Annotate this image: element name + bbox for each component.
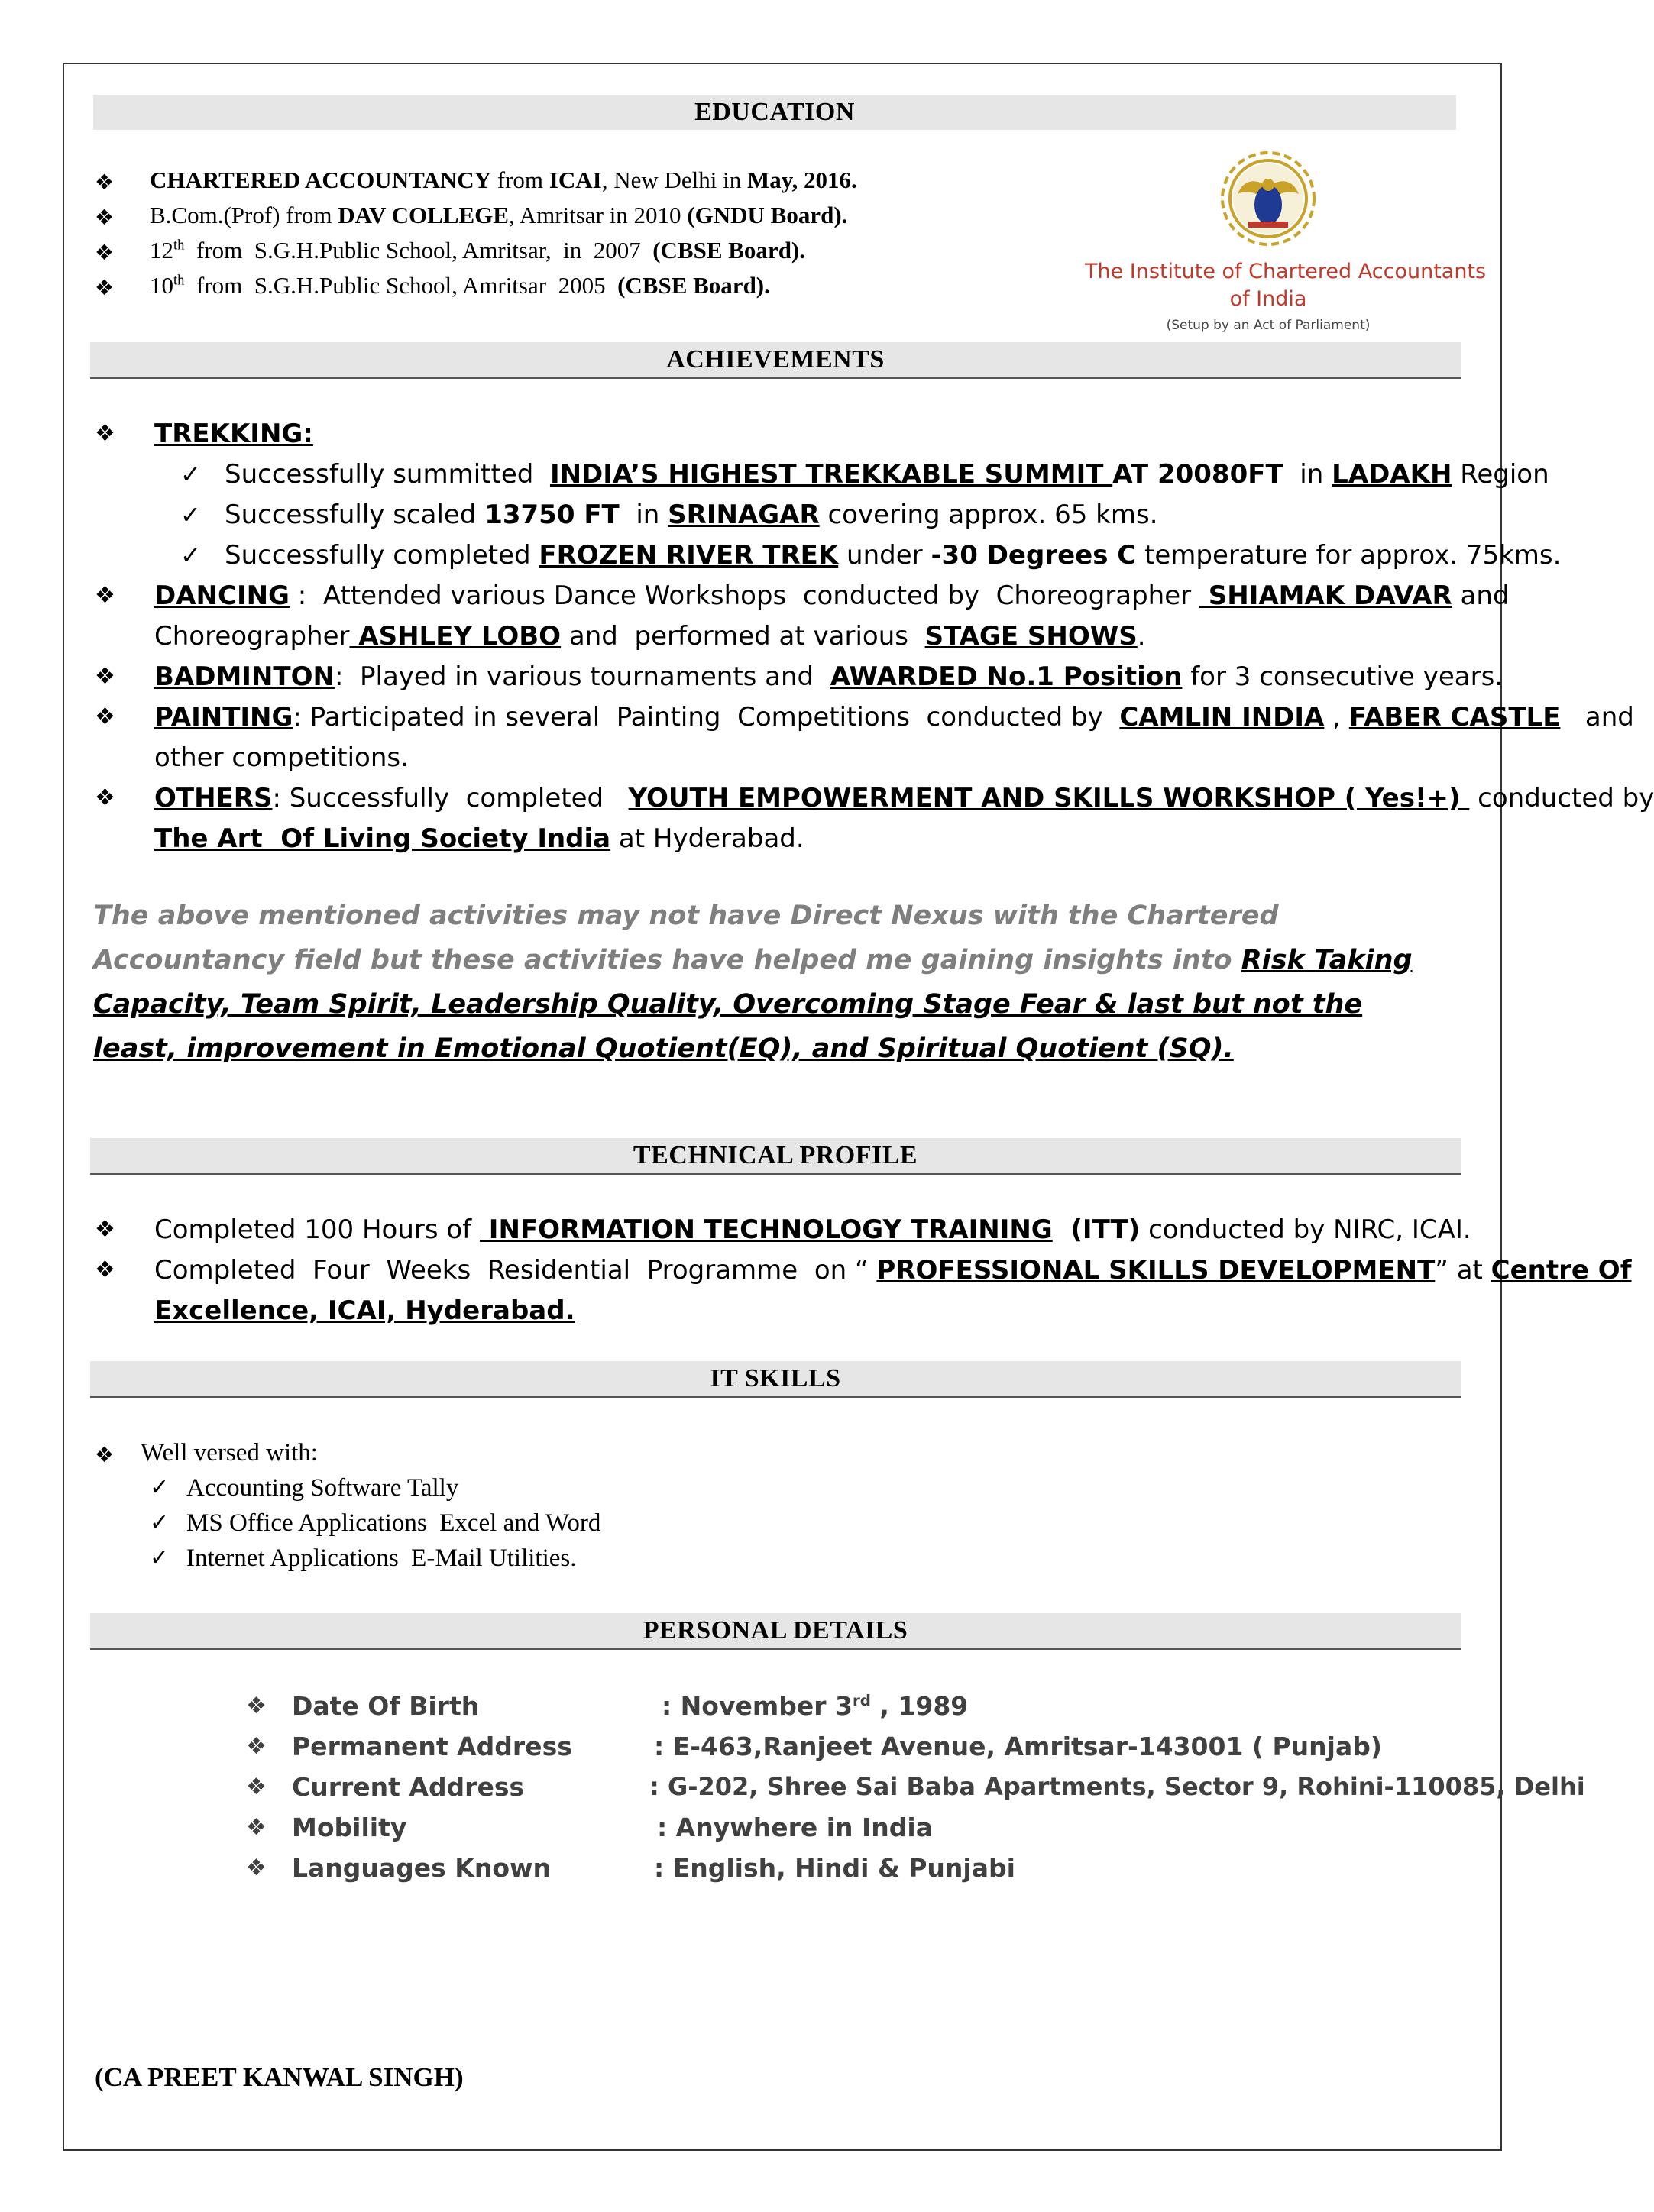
diamond-bullet-icon: ❖ (246, 1814, 267, 1841)
diamond-bullet-icon: ❖ (95, 205, 115, 230)
icai-logo (1085, 145, 1487, 336)
achievement-dancing: DANCING : Attended various Dance Workshops conducted by Choreographer SHIAMAK DAVAR and (154, 580, 1510, 611)
diamond-bullet-icon: ❖ (246, 1733, 267, 1760)
section-header-it-skills: IT SKILLS (90, 1361, 1461, 1398)
section-title: EDUCATION (694, 98, 855, 126)
section-header-education (93, 95, 1456, 130)
achievement-others: OTHERS: Successfully completed YOUTH EMPOWERMENT AND SKILLS WORKSHOP ( Yes!+) conducted by (154, 783, 1654, 813)
diamond-bullet-icon: ❖ (95, 582, 115, 609)
diamond-bullet-icon: ❖ (95, 275, 115, 300)
achievement-painting-line2: other competitions. (154, 742, 409, 773)
diamond-bullet-icon: ❖ (95, 420, 115, 447)
current-address-label: Current Address (292, 1772, 525, 1802)
diamond-bullet-icon: ❖ (95, 1256, 115, 1283)
education-item-10th: 10th from S.G.H.Public School, Amritsar 2005 (CBSE Board). (150, 272, 770, 299)
section-header-achievements: ACHIEVEMENTS (90, 342, 1461, 379)
diamond-bullet-icon: ❖ (95, 240, 115, 265)
diamond-bullet-icon: ❖ (95, 784, 115, 811)
diamond-bullet-icon: ❖ (95, 1216, 115, 1243)
achievement-trekking-title: TREKKING: (154, 419, 313, 449)
logo-name-line2: of India (1229, 287, 1307, 311)
check-icon: ✓ (150, 1509, 170, 1536)
diamond-bullet-icon: ❖ (246, 1693, 267, 1719)
diamond-bullet-icon: ❖ (95, 703, 115, 730)
technical-item-psd-line2: Excellence, ICAI, Hyderabad. (154, 1295, 575, 1326)
achievement-dancing-line2: Choreographer ASHLEY LOBO and performed at various STAGE SHOWS. (154, 621, 1146, 652)
diamond-bullet-icon: ❖ (95, 1442, 115, 1467)
diamond-bullet-icon: ❖ (95, 170, 115, 195)
permanent-address-label: Permanent Address (292, 1732, 572, 1761)
trekking-item-frozen-river: Successfully completed FROZEN RIVER TREK under -30 Degrees C temperature for approx. 75kms. (225, 540, 1562, 571)
candidate-name: (CA PREET KANWAL SINGH) (95, 2062, 464, 2092)
activities-note: The above mentioned activities may not have Direct Nexus with the Chartered Accountancy field but these activities have helped me gaining insights into Risk Taking Capacity, Team Spirit, Leadership Quality, Overcoming Stage Fear & last but not the least, improvement in Emotional Quotient(EQ), and Spiritual Quotient (SQ). (93, 901, 1413, 1064)
education-item-bcom: B.Com.(Prof) from DAV COLLEGE, Amritsar in 2010 (GNDU Board). (150, 202, 848, 228)
achievement-painting: PAINTING: Participated in several Painting Competitions conducted by CAMLIN INDIA , FABER CASTLE and (154, 702, 1634, 732)
check-icon: ✓ (180, 541, 201, 570)
it-skill-item: Accounting Software Tally (186, 1474, 459, 1502)
diamond-bullet-icon: ❖ (95, 663, 115, 690)
check-icon: ✓ (150, 1474, 170, 1501)
it-skills-intro: Well versed with: (141, 1439, 318, 1467)
trekking-item-ladakh: Successfully summitted INDIA’S HIGHEST TREKKABLE SUMMIT AT 20080FT in LADAKH Region (225, 459, 1549, 490)
section-header-technical: TECHNICAL PROFILE (90, 1138, 1461, 1175)
dob-value: : November 3rd , 1989 (662, 1691, 969, 1721)
check-icon: ✓ (150, 1544, 170, 1571)
education-item-12th: 12th from S.G.H.Public School, Amritsar, in 2007 (CBSE Board). (150, 237, 806, 264)
diamond-bullet-icon: ❖ (246, 1774, 267, 1800)
languages-value: : English, Hindi & Punjabi (654, 1853, 1015, 1883)
dob-label: Date Of Birth (292, 1691, 480, 1721)
it-skill-item: MS Office Applications Excel and Word (186, 1509, 601, 1537)
mobility-value: : Anywhere in India (657, 1813, 934, 1842)
technical-item-psd: Completed Four Weeks Residential Programme on “ PROFESSIONAL SKILLS DEVELOPMENT” at Centre Of (154, 1255, 1632, 1285)
check-icon: ✓ (180, 460, 201, 489)
logo-name-line1: The Institute of Chartered Accountants (1085, 260, 1487, 283)
logo-tagline: (Setup by an Act of Parliament) (1166, 318, 1371, 333)
achievement-badminton: BADMINTON: Played in various tournaments and AWARDED No.1 Position for 3 consecutive years. (154, 661, 1503, 692)
permanent-address-value: : E-463,Ranjeet Avenue, Amritsar-143001 ( Punjab) (654, 1732, 1382, 1761)
current-address-value: : G-202, Shree Sai Baba Apartments, Sector 9, Rohini-110085, Delhi (649, 1772, 1585, 1801)
trekking-item-srinagar: Successfully scaled 13750 FT in SRINAGAR covering approx. 65 kms. (225, 500, 1158, 530)
diamond-bullet-icon: ❖ (246, 1855, 267, 1881)
technical-item-itt: Completed 100 Hours of INFORMATION TECHNOLOGY TRAINING (ITT) conducted by NIRC, ICAI. (154, 1214, 1471, 1245)
icai-emblem-icon (1085, 145, 1452, 252)
languages-label: Languages Known (292, 1853, 552, 1883)
education-item-ca: CHARTERED ACCOUNTANCY from ICAI, New Delhi in May, 2016. (150, 167, 857, 193)
achievement-others-line2: The Art Of Living Society India at Hyderabad. (154, 823, 804, 854)
it-skill-item: Internet Applications E-Mail Utilities. (186, 1544, 577, 1572)
section-header-personal: PERSONAL DETAILS (90, 1613, 1461, 1650)
check-icon: ✓ (180, 500, 201, 529)
mobility-label: Mobility (292, 1813, 407, 1842)
